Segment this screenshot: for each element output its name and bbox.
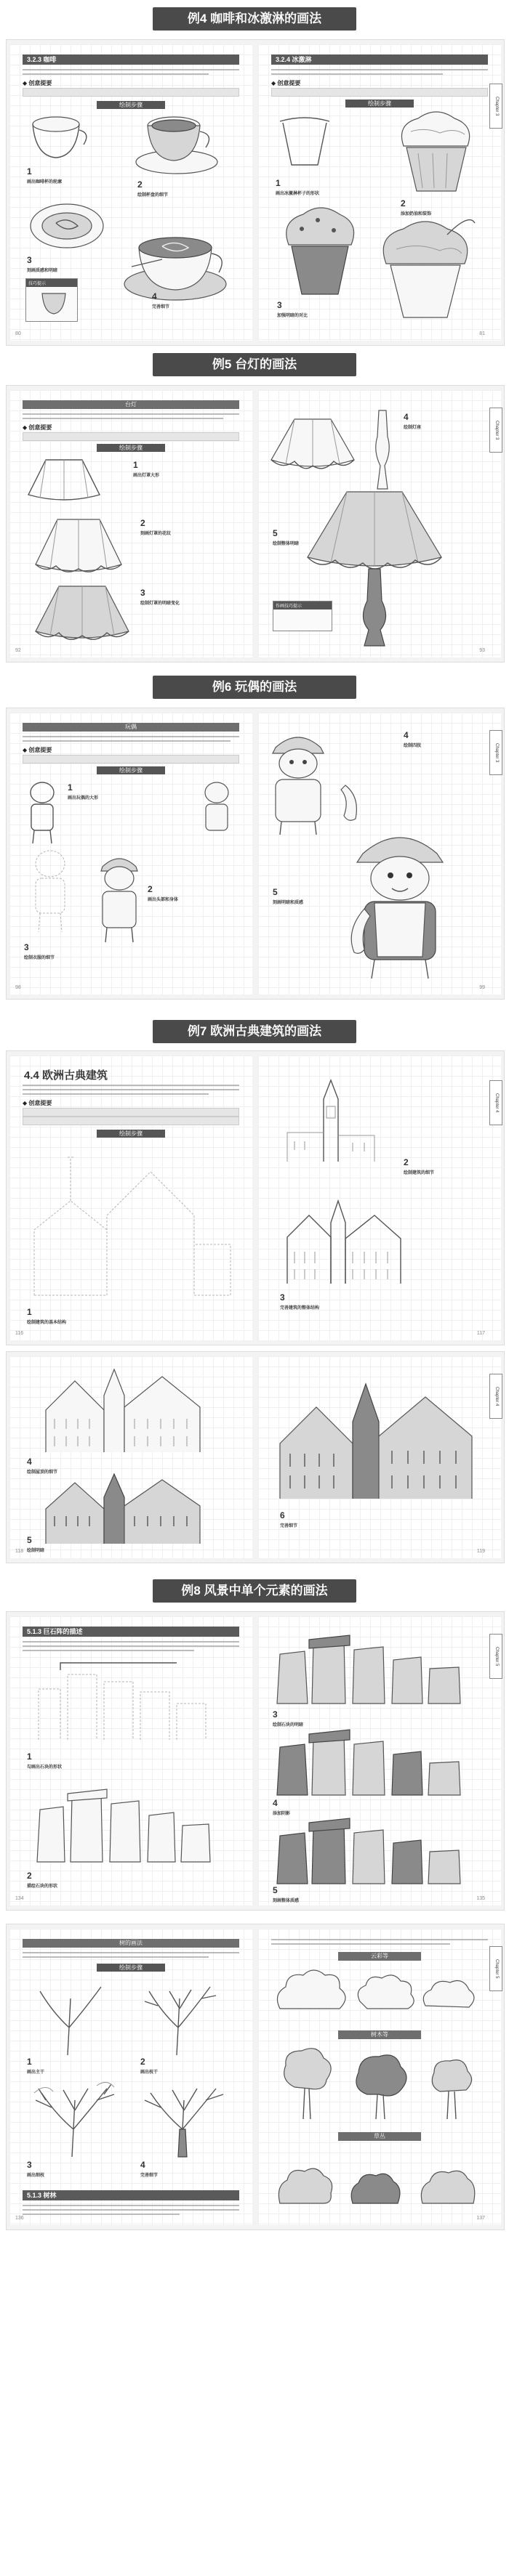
spread-stonehenge [6, 1611, 505, 1911]
doll-sketch-1b [199, 779, 235, 845]
chapter-tab: Chapter 3 [489, 730, 502, 775]
tip-heading: ◆ 创意提要 [23, 80, 52, 86]
chapter-tab: Chapter 3 [489, 84, 502, 129]
stonehenge-shade-1 [273, 1628, 476, 1708]
spread-lamp [6, 385, 505, 663]
example-5-banner: 例5 台灯的画法 [153, 353, 356, 376]
doll-sketch-2 [94, 851, 145, 945]
page-coffee: 3.2.3 咖啡 ◆ 创意提要 绘制步骤 1 画出咖啡杯的轮廓 2 绘制杯盘的细节 3 刻画质感和明暗 技巧提示 4 完善细节 80 [9, 44, 252, 341]
lamp-sketch-4 [265, 412, 360, 477]
page-doll-2: 4 绘制四肢 5 刻画明暗和质感 99 [258, 713, 501, 995]
lampshade-sketch-3 [31, 580, 133, 646]
chapter-tab: Chapter 4 [489, 1374, 502, 1419]
page-stonehenge-2: 3 绘制石块的明暗 4 添加阴影 5 刻画整体质感 135 [258, 1616, 501, 1905]
page-icecream: 3.2.4 冰激淋 ◆ 创意提要 绘制步骤 1 画出冰激淋杯子的形状 2 添加奶油和装饰 3 加强明暗的对比 81 [258, 44, 501, 341]
page-building-1: 4.4 欧洲古典建筑 ◆ 创意提要 绘制步骤 1 绘制建筑的基本结构 116 [9, 1056, 252, 1340]
page-stonehenge-1: 5.1.3 巨石阵的描述 1 勾画出石块的形状 2 描绘石块的形状 134 [9, 1616, 252, 1905]
grass-shapes [273, 2145, 484, 2211]
spread-trees [6, 1924, 505, 2230]
spread-building-2 [6, 1351, 505, 1563]
page-building-3: 4 绘制屋顶的细节 5 绘制明暗 118 [9, 1356, 252, 1558]
building-shade-sketch [39, 1473, 206, 1545]
page-building-4: 6 完善细节 119 [258, 1356, 501, 1558]
lampshade-sketch-2 [31, 514, 126, 579]
spread-doll [6, 708, 505, 1000]
icecream-cup-sketch [276, 114, 334, 172]
stonehenge-shade-2 [273, 1725, 476, 1798]
tree-sketch-1 [31, 1977, 111, 2057]
spread-building-1 [6, 1050, 505, 1345]
section-title: 3.2.4 冰激淋 [271, 54, 488, 65]
page-lamp-1: 台灯 ◆ 创意提要 绘制步骤 1 画出灯罩大形 2 刻画灯罩的花纹 3 绘制灯罩的明暗变化 92 [9, 390, 252, 657]
stonehenge-final [273, 1817, 476, 1887]
page-lamp-2: 4 绘制灯座 5 绘制整体明暗 作画技巧提示 93 [258, 390, 501, 657]
doll-final [345, 822, 454, 981]
tower-sketch [280, 1070, 382, 1165]
tree-shapes [273, 2044, 484, 2123]
coffee-cup-sketch-2 [133, 111, 220, 177]
building-sketch-1 [27, 1143, 238, 1303]
spread-coffee-icecream [6, 39, 505, 346]
page-building-2: 2 绘制建筑的细节 3 完善建筑的整体结构 117 [258, 1056, 501, 1340]
stonehenge-sketch-2 [31, 1772, 220, 1866]
tree-sketch-2 [140, 1977, 220, 2057]
coffee-cup-sketch-1 [27, 114, 85, 165]
chapter-tab: Chapter 3 [489, 408, 502, 453]
building-sketch-3 [280, 1194, 404, 1288]
building-final [273, 1378, 476, 1502]
tree-sketch-3 [31, 2078, 119, 2158]
example-4-banner: 例4 咖啡和冰激淋的画法 [153, 7, 356, 31]
example-8-banner: 例8 风景中单个元素的画法 [153, 1579, 356, 1603]
lampshade-sketch-1 [24, 454, 104, 505]
doll-sketch-1 [24, 779, 60, 845]
doll-sketch-3 [265, 727, 331, 836]
icecream-sketch-2 [396, 110, 476, 197]
cloud-shapes [273, 1965, 484, 2023]
example-6-banner: 例6 玩偶的画法 [153, 676, 356, 699]
section-title: 3.2.3 咖啡 [23, 54, 239, 65]
steps-label: 绘制步骤 [97, 101, 165, 109]
example-7-banner: 例7 欧洲古典建筑的画法 [153, 1020, 356, 1043]
chapter-tab: Chapter 5 [489, 1634, 502, 1679]
doll-arm-sketch [338, 782, 367, 826]
icecream-final [374, 220, 476, 322]
mini-cup-icon [39, 289, 68, 318]
doll-sketch-2-faint [28, 848, 72, 935]
coffee-cup-sketch-3 [27, 201, 107, 252]
icecream-sketch-3 [280, 204, 360, 299]
page-trees-1: 树的画法 绘制步骤 1 画出主干 2 画出枝干 3 画出细枝 4 完善细节 5.1.3 树林 136 [9, 1929, 252, 2225]
coffee-cup-final [119, 226, 228, 306]
chapter-tab: Chapter 5 [489, 1946, 502, 1991]
page-trees-2: 云彩等 树木等 草丛 137 [258, 1929, 501, 2225]
stonehenge-sketch-1 [31, 1660, 220, 1747]
chapter-tab: Chapter 4 [489, 1080, 502, 1125]
building-detail-sketch [39, 1366, 206, 1454]
tree-final [140, 2078, 228, 2158]
tip-box: 技巧提示 [25, 278, 78, 322]
page-doll-1: 玩偶 ◆ 创意提要 绘制步骤 1 画出玩偶的大形 2 画出头部和身体 3 绘制衣服的细节 98 [9, 713, 252, 995]
tip-box: 作画技巧提示 [273, 601, 332, 631]
lamp-base-sketch [372, 408, 393, 495]
